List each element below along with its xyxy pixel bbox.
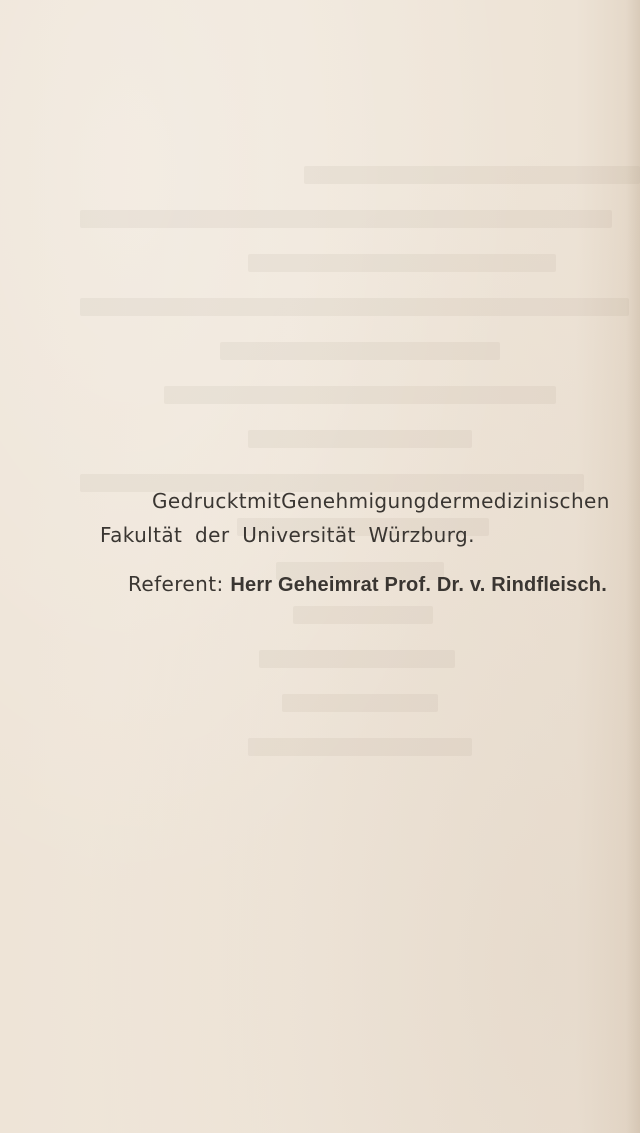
imprimatur-line-1 bbox=[100, 489, 610, 513]
imprimatur-word: Gedruckt bbox=[152, 489, 248, 513]
referent-label: Referent: bbox=[128, 572, 231, 596]
imprimatur-word: medizinischen bbox=[461, 489, 610, 513]
imprimatur-word: Genehmigung bbox=[281, 489, 427, 513]
imprimatur-block bbox=[100, 489, 610, 597]
imprimatur-line-2: Fakultät der Universität Würzburg. bbox=[100, 523, 475, 547]
referent-line bbox=[100, 572, 607, 597]
imprimatur-word: mit bbox=[247, 489, 282, 513]
referent-name: Herr Geheimrat Prof. Dr. v. Rindfleisch. bbox=[230, 574, 607, 596]
imprimatur-word: der bbox=[426, 489, 462, 513]
page-edge-shadow bbox=[626, 0, 640, 1133]
